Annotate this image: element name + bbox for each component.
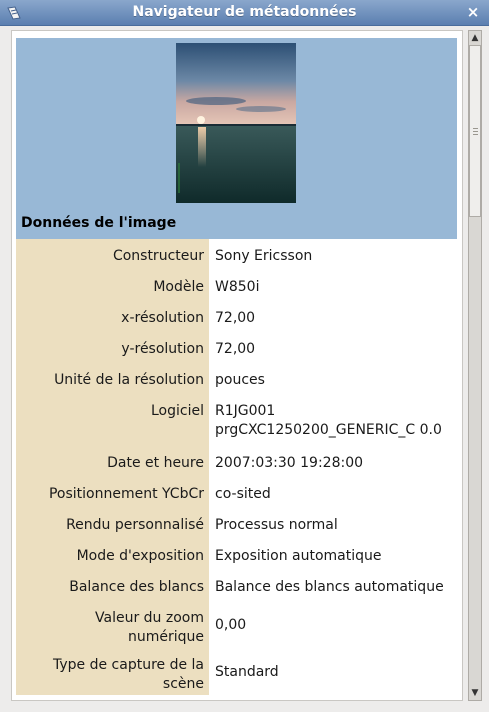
metadata-row: [16, 301, 457, 332]
grip-line: [473, 134, 478, 135]
metadata-label-line: Rendu personnalisé: [66, 517, 204, 533]
metadata-label: [16, 648, 209, 695]
metadata-value-line: 72,00: [215, 341, 256, 357]
metadata-label-line: Balance des blancs: [69, 579, 204, 595]
metadata-label: [16, 394, 209, 446]
metadata-row: [16, 508, 457, 539]
metadata-label: [16, 477, 209, 508]
metadata-value-line: 72,00: [215, 310, 256, 326]
metadata-label-line: Constructeur: [112, 248, 204, 264]
metadata-label-line: Logiciel: [151, 403, 204, 419]
window-frame: [5, 26, 484, 707]
metadata-value-line: Exposition automatique: [215, 548, 382, 564]
metadata-label-line: numérique: [127, 629, 204, 645]
metadata-value: [209, 394, 457, 446]
window-titlebar[interactable]: [0, 0, 489, 26]
metadata-label: [16, 539, 209, 570]
metadata-value-line: 0,00: [215, 617, 247, 633]
vertical-scrollbar[interactable]: [468, 30, 482, 701]
metadata-row: [16, 446, 457, 477]
metadata-value-line: co-sited: [215, 486, 271, 502]
scroll-down-arrow-icon[interactable]: ▼: [471, 688, 479, 698]
metadata-label-line: Valeur du zoom: [95, 610, 204, 626]
metadata-value-line: Processus normal: [215, 517, 338, 533]
metadata-value-line: 2007:03:30 19:28:00: [215, 455, 364, 471]
section-title: Données de l'image: [21, 215, 177, 231]
metadata-value: [209, 601, 457, 648]
metadata-label-line: y-résolution: [121, 341, 204, 357]
metadata-value-line: Sony Ericsson: [215, 248, 313, 264]
metadata-label: [16, 570, 209, 601]
metadata-label: [16, 446, 209, 477]
window-title: Navigateur de métadonnées: [132, 4, 357, 20]
metadata-label: [16, 239, 209, 270]
metadata-row: [16, 648, 457, 695]
metadata-label: [16, 363, 209, 394]
close-button[interactable]: ×: [466, 3, 480, 21]
metadata-view[interactable]: [11, 30, 463, 701]
metadata-row: [16, 239, 457, 270]
metadata-label-line: Date et heure: [107, 455, 204, 471]
metadata-label-line: scène: [162, 676, 204, 692]
image-header: [16, 38, 457, 239]
scroll-up-arrow-icon[interactable]: ▲: [471, 33, 479, 43]
metadata-label-line: Positionnement YCbCr: [48, 486, 204, 502]
metadata-label: [16, 508, 209, 539]
image-thumbnail: [176, 43, 296, 203]
metadata-table: [16, 239, 457, 695]
metadata-value: [209, 363, 457, 394]
metadata-value: [209, 239, 457, 270]
metadata-row: [16, 363, 457, 394]
metadata-value: [209, 477, 457, 508]
grip-line: [473, 131, 478, 132]
metadata-label: [16, 270, 209, 301]
metadata-value: [209, 508, 457, 539]
metadata-value-line: Standard: [215, 664, 279, 680]
metadata-label-line: Mode d'exposition: [76, 548, 204, 564]
metadata-value-line: Balance des blancs automatique: [215, 579, 444, 595]
metadata-label: [16, 301, 209, 332]
metadata-label-line: x-résolution: [121, 310, 204, 326]
metadata-value: [209, 539, 457, 570]
metadata-row: [16, 394, 457, 446]
metadata-label: [16, 601, 209, 648]
metadata-row: [16, 332, 457, 363]
metadata-value-line: W850i: [215, 279, 260, 295]
metadata-value-line: prgCXC1250200_GENERIC_C 0.0: [215, 422, 442, 438]
metadata-label-line: Type de capture de la: [52, 657, 204, 673]
metadata-value: [209, 570, 457, 601]
metadata-row: [16, 270, 457, 301]
metadata-row: [16, 570, 457, 601]
metadata-value: [209, 648, 457, 695]
metadata-label: [16, 332, 209, 363]
metadata-value: [209, 446, 457, 477]
metadata-value: [209, 301, 457, 332]
metadata-value-line: R1JG001: [215, 403, 276, 419]
metadata-value: [209, 270, 457, 301]
metadata-label-line: Modèle: [153, 279, 204, 295]
metadata-content: [16, 38, 457, 695]
metadata-row: [16, 477, 457, 508]
metadata-value-line: pouces: [215, 372, 265, 388]
metadata-label-line: Unité de la résolution: [54, 372, 204, 388]
metadata-value: [209, 332, 457, 363]
grip-line: [473, 128, 478, 129]
scrollbar-thumb[interactable]: [469, 45, 481, 217]
metadata-row: [16, 601, 457, 648]
metadata-row: [16, 539, 457, 570]
